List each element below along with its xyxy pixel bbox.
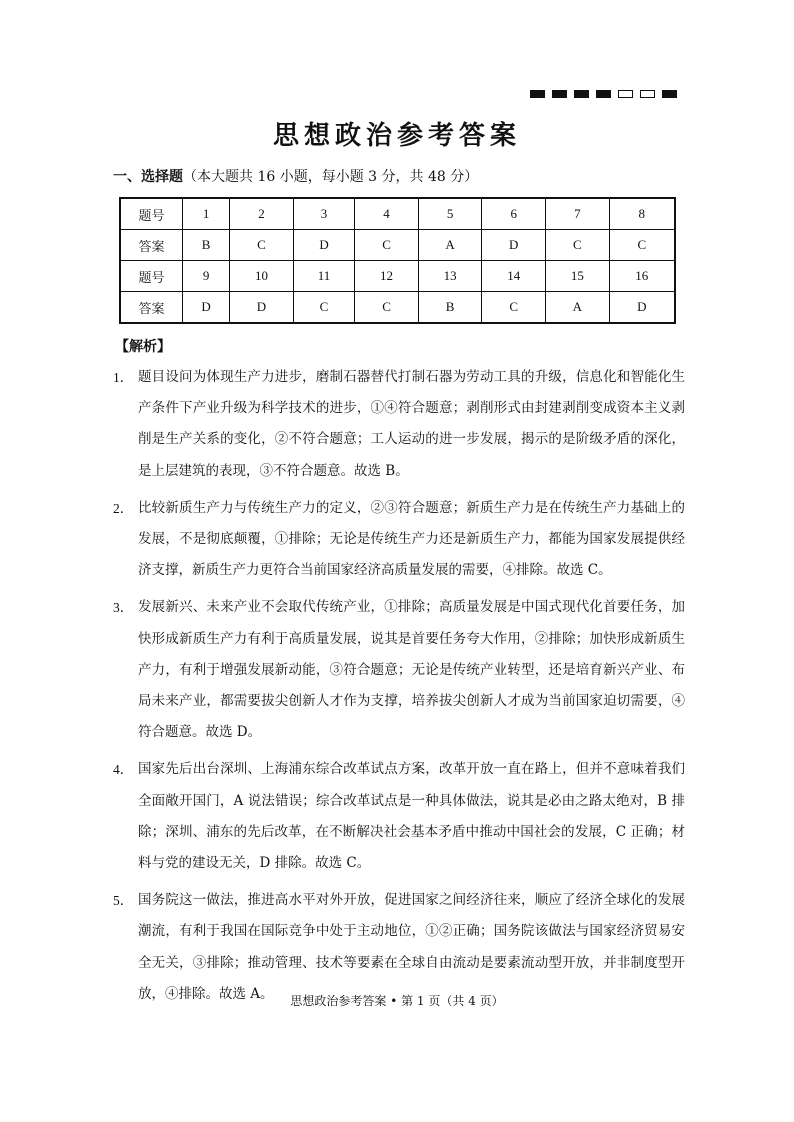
header-mark: [552, 90, 567, 98]
table-cell: 11: [293, 261, 354, 292]
table-row: [120, 292, 675, 324]
item-text: 比较新质生产力与传统生产力的定义，②③符合题意；新质生产力是在传统生产力基础上的发展，不是彻底颠覆，①排除；无论是传统生产力还是新质生产力，都能为国家发展提供经济支撑，新质生产力更符合当前国家经济高质量发展的需要，④排除。故选 C。: [138, 499, 685, 579]
header-marks: [530, 90, 677, 98]
table-cell: 15: [546, 261, 610, 292]
item-number: 4．: [113, 762, 134, 778]
table-cell: 8: [609, 198, 675, 230]
table-cell: C: [230, 230, 294, 261]
table-cell: 1: [183, 198, 230, 230]
table-cell: D: [609, 292, 675, 324]
table-row: [120, 230, 675, 261]
item-number: 2．: [113, 500, 134, 516]
header-mark: [574, 90, 589, 98]
page-title: 思想政治参考答案: [272, 121, 521, 151]
table-cell: 2: [230, 198, 294, 230]
table-cell: D: [230, 292, 294, 324]
table-cell: C: [355, 230, 419, 261]
item-number: 5．: [113, 893, 134, 909]
table-cell: 3: [293, 198, 354, 230]
item-text: 国家先后出台深圳、上海浦东综合改革试点方案，改革开放一直在路上，但并不意味着我们全面敞开国门，A 说法错误；综合改革试点是一种具体做法，说其是必由之路太绝对，B 排除；深圳、浦东的先后改革，在不断解决社会基本矛盾中推动中国社会的发展，C 正确；材料与党的建设无关，D 排除。故选 C。: [138, 761, 685, 872]
item-number: 3．: [113, 600, 134, 616]
header-mark: [662, 90, 677, 98]
analysis-heading: 【解析】: [115, 339, 171, 355]
table-cell: B: [418, 292, 482, 324]
table-row-header: 题号: [120, 198, 183, 230]
table-cell: 9: [183, 261, 230, 292]
page-footer: 思想政治参考答案 • 第 1 页（共 4 页）: [290, 994, 504, 1008]
table-cell: D: [293, 230, 354, 261]
item-text: 发展新兴、未来产业不会取代传统产业，①排除；高质量发展是中国式现代化首要任务，加快形成新质生产力有利于高质量发展，说其是首要任务夸大作用，②排除；加快形成新质生产力，有利于增强发展新动能，③符合题意；无论是传统产业转型，还是培育新兴产业、布局未来产业，都需要拔尖创新人才作为支撑，培养拔尖创新人才成为当前国家迫切需要，④符合题意。故选 D。: [138, 599, 685, 741]
list-item: [113, 754, 685, 879]
list-item: [113, 362, 685, 487]
item-text: 国务院这一做法，推进高水平对外开放，促进国家之间经济往来，顺应了经济全球化的发展潮流，有利于我国在国际竞争中处于主动地位，①②正确；国务院该做法与国家经济贸易安全无关，③排除；推动管理、技术等要素在全球自由流动是要素流动型开放，并非制度型开放，④排除。故选 A。: [138, 892, 685, 1002]
section-note: （本大题共 16 小题，每小题 3 分，共 48 分）: [183, 169, 479, 185]
table-cell: A: [546, 292, 610, 324]
table-cell: A: [418, 230, 482, 261]
table-cell: C: [482, 292, 546, 324]
header-mark: [640, 90, 655, 98]
item-text: 题目设问为体现生产力进步，磨制石器替代打制石器为劳动工具的升级，信息化和智能化生产条件下产业升级为科学技术的进步，①④符合题意；剥削形式由封建剥削变成资本主义剥削是生产关系的变化，②不符合题意；工人运动的进一步发展，揭示的是阶级矛盾的深化，是上层建筑的表现，③不符合题意。故选 B。: [138, 369, 685, 479]
table-cell: 16: [609, 261, 675, 292]
section-heading: [113, 166, 478, 186]
answer-table: [119, 197, 676, 324]
list-item: [113, 592, 685, 748]
header-mark: [530, 90, 545, 98]
header-mark: [618, 90, 633, 98]
table-cell: D: [183, 292, 230, 324]
table-cell: 6: [482, 198, 546, 230]
item-number: 1．: [113, 370, 134, 385]
table-cell: 10: [230, 261, 294, 292]
table-row-header: 答案: [120, 230, 183, 261]
analysis-list: [113, 362, 685, 1016]
table-cell: 13: [418, 261, 482, 292]
section-label: 一、选择题: [113, 169, 183, 185]
table-cell: C: [355, 292, 419, 324]
header-mark: [596, 90, 611, 98]
table-cell: C: [293, 292, 354, 324]
table-cell: C: [546, 230, 610, 261]
table-row: [120, 261, 675, 292]
table-row-header: 题号: [120, 261, 183, 292]
table-cell: C: [609, 230, 675, 261]
table-cell: 14: [482, 261, 546, 292]
table-cell: 5: [418, 198, 482, 230]
list-item: [113, 493, 685, 587]
table-cell: D: [482, 230, 546, 261]
table-cell: 7: [546, 198, 610, 230]
table-row: [120, 198, 675, 230]
table-cell: 4: [355, 198, 419, 230]
table-row-header: 答案: [120, 292, 183, 324]
table-cell: 12: [355, 261, 419, 292]
table-cell: B: [183, 230, 230, 261]
